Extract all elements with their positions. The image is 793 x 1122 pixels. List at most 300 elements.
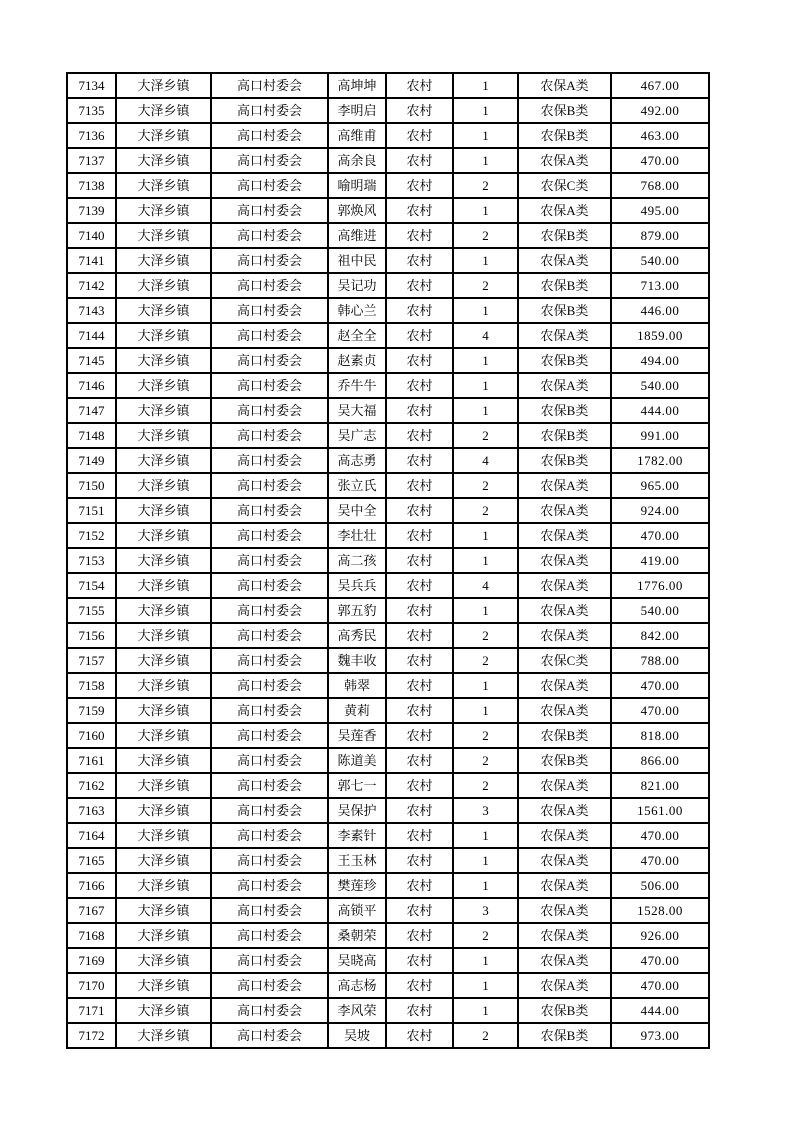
cell-amount: 470.00 <box>611 823 709 848</box>
cell-household-category: 农村 <box>386 98 453 123</box>
cell-household-category: 农村 <box>386 348 453 373</box>
benefits-table <box>66 72 710 1049</box>
cell-person-name: 郭焕风 <box>328 198 386 223</box>
cell-village-committee: 高口村委会 <box>211 698 328 723</box>
cell-person-name: 黄莉 <box>328 698 386 723</box>
cell-village-committee: 高口村委会 <box>211 998 328 1023</box>
cell-amount: 506.00 <box>611 873 709 898</box>
cell-household-category: 农村 <box>386 773 453 798</box>
cell-insurance-category: 农保A类 <box>518 623 611 648</box>
cell-village-committee: 高口村委会 <box>211 223 328 248</box>
cell-person-count: 2 <box>453 923 518 948</box>
cell-village-committee: 高口村委会 <box>211 723 328 748</box>
cell-insurance-category: 农保B类 <box>518 1023 611 1048</box>
cell-insurance-category: 农保A类 <box>518 498 611 523</box>
cell-person-name: 吴广志 <box>328 423 386 448</box>
cell-person-count: 1 <box>453 98 518 123</box>
cell-person-count: 1 <box>453 873 518 898</box>
cell-serial-number: 7148 <box>67 423 116 448</box>
cell-insurance-category: 农保A类 <box>518 198 611 223</box>
cell-person-count: 1 <box>453 123 518 148</box>
cell-insurance-category: 农保A类 <box>518 323 611 348</box>
cell-insurance-category: 农保A类 <box>518 248 611 273</box>
cell-person-name: 张立氏 <box>328 473 386 498</box>
table-row <box>67 323 709 348</box>
cell-town: 大泽乡镇 <box>116 448 211 473</box>
cell-household-category: 农村 <box>386 898 453 923</box>
cell-person-count: 1 <box>453 598 518 623</box>
cell-person-name: 赵全全 <box>328 323 386 348</box>
cell-insurance-category: 农保A类 <box>518 923 611 948</box>
cell-insurance-category: 农保B类 <box>518 998 611 1023</box>
cell-serial-number: 7141 <box>67 248 116 273</box>
cell-amount: 973.00 <box>611 1023 709 1048</box>
cell-household-category: 农村 <box>386 298 453 323</box>
cell-person-name: 吴中全 <box>328 498 386 523</box>
table-row <box>67 598 709 623</box>
cell-amount: 495.00 <box>611 198 709 223</box>
cell-serial-number: 7151 <box>67 498 116 523</box>
cell-town: 大泽乡镇 <box>116 848 211 873</box>
cell-person-count: 1 <box>453 148 518 173</box>
cell-amount: 818.00 <box>611 723 709 748</box>
cell-serial-number: 7158 <box>67 673 116 698</box>
cell-insurance-category: 农保B类 <box>518 748 611 773</box>
cell-amount: 467.00 <box>611 73 709 98</box>
cell-village-committee: 高口村委会 <box>211 498 328 523</box>
cell-town: 大泽乡镇 <box>116 148 211 173</box>
cell-household-category: 农村 <box>386 948 453 973</box>
table-row <box>67 1023 709 1048</box>
cell-town: 大泽乡镇 <box>116 723 211 748</box>
cell-serial-number: 7157 <box>67 648 116 673</box>
cell-amount: 924.00 <box>611 498 709 523</box>
cell-village-committee: 高口村委会 <box>211 923 328 948</box>
cell-insurance-category: 农保A类 <box>518 473 611 498</box>
cell-person-name: 王玉林 <box>328 848 386 873</box>
table-row <box>67 648 709 673</box>
cell-town: 大泽乡镇 <box>116 298 211 323</box>
cell-person-name: 祖中民 <box>328 248 386 273</box>
cell-serial-number: 7162 <box>67 773 116 798</box>
table-row <box>67 273 709 298</box>
cell-insurance-category: 农保B类 <box>518 298 611 323</box>
cell-amount: 1782.00 <box>611 448 709 473</box>
cell-person-name: 郭七一 <box>328 773 386 798</box>
cell-person-name: 吴大福 <box>328 398 386 423</box>
cell-village-committee: 高口村委会 <box>211 898 328 923</box>
cell-person-count: 1 <box>453 298 518 323</box>
cell-household-category: 农村 <box>386 223 453 248</box>
cell-town: 大泽乡镇 <box>116 648 211 673</box>
cell-serial-number: 7152 <box>67 523 116 548</box>
cell-person-count: 2 <box>453 623 518 648</box>
cell-village-committee: 高口村委会 <box>211 1023 328 1048</box>
cell-insurance-category: 农保B类 <box>518 723 611 748</box>
cell-serial-number: 7166 <box>67 873 116 898</box>
cell-serial-number: 7140 <box>67 223 116 248</box>
cell-person-count: 1 <box>453 673 518 698</box>
cell-person-name: 高维甫 <box>328 123 386 148</box>
table-row <box>67 898 709 923</box>
cell-person-name: 喻明瑞 <box>328 173 386 198</box>
table-row <box>67 198 709 223</box>
cell-person-name: 桑朝荣 <box>328 923 386 948</box>
cell-insurance-category: 农保A类 <box>518 373 611 398</box>
cell-village-committee: 高口村委会 <box>211 548 328 573</box>
cell-person-name: 吴晓高 <box>328 948 386 973</box>
cell-household-category: 农村 <box>386 973 453 998</box>
cell-town: 大泽乡镇 <box>116 998 211 1023</box>
cell-serial-number: 7160 <box>67 723 116 748</box>
cell-insurance-category: 农保A类 <box>518 523 611 548</box>
cell-amount: 540.00 <box>611 248 709 273</box>
cell-serial-number: 7149 <box>67 448 116 473</box>
table-row <box>67 373 709 398</box>
cell-town: 大泽乡镇 <box>116 1023 211 1048</box>
table-row <box>67 498 709 523</box>
cell-serial-number: 7153 <box>67 548 116 573</box>
cell-household-category: 农村 <box>386 448 453 473</box>
cell-town: 大泽乡镇 <box>116 73 211 98</box>
cell-insurance-category: 农保A类 <box>518 798 611 823</box>
cell-serial-number: 7146 <box>67 373 116 398</box>
cell-amount: 540.00 <box>611 598 709 623</box>
cell-village-committee: 高口村委会 <box>211 298 328 323</box>
cell-town: 大泽乡镇 <box>116 123 211 148</box>
cell-person-name: 李壮壮 <box>328 523 386 548</box>
cell-town: 大泽乡镇 <box>116 598 211 623</box>
cell-town: 大泽乡镇 <box>116 198 211 223</box>
cell-insurance-category: 农保B类 <box>518 423 611 448</box>
cell-village-committee: 高口村委会 <box>211 73 328 98</box>
cell-village-committee: 高口村委会 <box>211 798 328 823</box>
cell-person-count: 4 <box>453 323 518 348</box>
cell-person-count: 4 <box>453 448 518 473</box>
cell-household-category: 农村 <box>386 848 453 873</box>
cell-village-committee: 高口村委会 <box>211 773 328 798</box>
table-row <box>67 673 709 698</box>
cell-household-category: 农村 <box>386 423 453 448</box>
cell-insurance-category: 农保B类 <box>518 348 611 373</box>
cell-person-count: 2 <box>453 723 518 748</box>
cell-amount: 470.00 <box>611 148 709 173</box>
cell-household-category: 农村 <box>386 73 453 98</box>
cell-person-count: 1 <box>453 823 518 848</box>
cell-serial-number: 7137 <box>67 148 116 173</box>
cell-person-name: 高志勇 <box>328 448 386 473</box>
cell-town: 大泽乡镇 <box>116 798 211 823</box>
cell-household-category: 农村 <box>386 198 453 223</box>
cell-person-name: 樊莲珍 <box>328 873 386 898</box>
cell-town: 大泽乡镇 <box>116 523 211 548</box>
cell-household-category: 农村 <box>386 373 453 398</box>
cell-village-committee: 高口村委会 <box>211 648 328 673</box>
table-row <box>67 98 709 123</box>
cell-person-name: 赵素贞 <box>328 348 386 373</box>
cell-person-name: 高锁平 <box>328 898 386 923</box>
cell-person-name: 高二孩 <box>328 548 386 573</box>
cell-village-committee: 高口村委会 <box>211 173 328 198</box>
table-row <box>67 573 709 598</box>
cell-amount: 492.00 <box>611 98 709 123</box>
table-row <box>67 923 709 948</box>
cell-amount: 842.00 <box>611 623 709 648</box>
cell-serial-number: 7155 <box>67 598 116 623</box>
cell-household-category: 农村 <box>386 1023 453 1048</box>
cell-person-name: 高秀民 <box>328 623 386 648</box>
cell-person-count: 1 <box>453 848 518 873</box>
table-row <box>67 73 709 98</box>
cell-person-count: 2 <box>453 773 518 798</box>
cell-insurance-category: 农保A类 <box>518 73 611 98</box>
cell-amount: 419.00 <box>611 548 709 573</box>
table-row <box>67 448 709 473</box>
cell-person-count: 1 <box>453 973 518 998</box>
cell-town: 大泽乡镇 <box>116 673 211 698</box>
cell-person-count: 1 <box>453 698 518 723</box>
cell-serial-number: 7169 <box>67 948 116 973</box>
cell-village-committee: 高口村委会 <box>211 948 328 973</box>
cell-town: 大泽乡镇 <box>116 948 211 973</box>
cell-amount: 540.00 <box>611 373 709 398</box>
cell-serial-number: 7135 <box>67 98 116 123</box>
cell-village-committee: 高口村委会 <box>211 473 328 498</box>
table-sheet <box>66 72 710 1049</box>
cell-amount: 879.00 <box>611 223 709 248</box>
cell-town: 大泽乡镇 <box>116 873 211 898</box>
cell-person-count: 2 <box>453 1023 518 1048</box>
cell-village-committee: 高口村委会 <box>211 373 328 398</box>
cell-person-count: 1 <box>453 398 518 423</box>
cell-serial-number: 7143 <box>67 298 116 323</box>
cell-person-count: 1 <box>453 523 518 548</box>
cell-person-count: 1 <box>453 248 518 273</box>
cell-town: 大泽乡镇 <box>116 248 211 273</box>
cell-person-count: 1 <box>453 948 518 973</box>
cell-insurance-category: 农保C类 <box>518 173 611 198</box>
cell-insurance-category: 农保B类 <box>518 273 611 298</box>
table-row <box>67 148 709 173</box>
table-row <box>67 398 709 423</box>
cell-person-name: 吴莲香 <box>328 723 386 748</box>
cell-person-name: 吴兵兵 <box>328 573 386 598</box>
table-row <box>67 748 709 773</box>
cell-insurance-category: 农保A类 <box>518 548 611 573</box>
cell-person-count: 2 <box>453 223 518 248</box>
cell-household-category: 农村 <box>386 548 453 573</box>
cell-village-committee: 高口村委会 <box>211 573 328 598</box>
cell-household-category: 农村 <box>386 723 453 748</box>
cell-person-count: 1 <box>453 73 518 98</box>
table-row <box>67 248 709 273</box>
cell-household-category: 农村 <box>386 473 453 498</box>
cell-serial-number: 7138 <box>67 173 116 198</box>
cell-village-committee: 高口村委会 <box>211 123 328 148</box>
cell-serial-number: 7171 <box>67 998 116 1023</box>
table-row <box>67 473 709 498</box>
cell-insurance-category: 农保B类 <box>518 398 611 423</box>
cell-village-committee: 高口村委会 <box>211 248 328 273</box>
cell-person-count: 1 <box>453 998 518 1023</box>
cell-village-committee: 高口村委会 <box>211 98 328 123</box>
cell-serial-number: 7163 <box>67 798 116 823</box>
cell-person-name: 高志杨 <box>328 973 386 998</box>
cell-amount: 926.00 <box>611 923 709 948</box>
cell-town: 大泽乡镇 <box>116 373 211 398</box>
cell-person-name: 高坤坤 <box>328 73 386 98</box>
cell-serial-number: 7168 <box>67 923 116 948</box>
table-body <box>67 73 709 1048</box>
cell-village-committee: 高口村委会 <box>211 873 328 898</box>
cell-insurance-category: 农保A类 <box>518 823 611 848</box>
cell-person-name: 李明启 <box>328 98 386 123</box>
cell-village-committee: 高口村委会 <box>211 823 328 848</box>
cell-town: 大泽乡镇 <box>116 173 211 198</box>
cell-town: 大泽乡镇 <box>116 473 211 498</box>
cell-person-count: 1 <box>453 548 518 573</box>
cell-person-name: 吴记功 <box>328 273 386 298</box>
cell-amount: 1859.00 <box>611 323 709 348</box>
cell-insurance-category: 农保A类 <box>518 898 611 923</box>
cell-town: 大泽乡镇 <box>116 923 211 948</box>
cell-household-category: 农村 <box>386 598 453 623</box>
cell-serial-number: 7147 <box>67 398 116 423</box>
cell-town: 大泽乡镇 <box>116 623 211 648</box>
cell-amount: 788.00 <box>611 648 709 673</box>
cell-serial-number: 7150 <box>67 473 116 498</box>
cell-household-category: 农村 <box>386 823 453 848</box>
cell-village-committee: 高口村委会 <box>211 398 328 423</box>
cell-serial-number: 7172 <box>67 1023 116 1048</box>
cell-town: 大泽乡镇 <box>116 223 211 248</box>
cell-amount: 470.00 <box>611 848 709 873</box>
cell-person-name: 高余良 <box>328 148 386 173</box>
cell-household-category: 农村 <box>386 273 453 298</box>
cell-person-count: 2 <box>453 748 518 773</box>
cell-person-count: 2 <box>453 173 518 198</box>
cell-person-name: 吴保护 <box>328 798 386 823</box>
cell-person-name: 乔牛牛 <box>328 373 386 398</box>
cell-household-category: 农村 <box>386 623 453 648</box>
cell-town: 大泽乡镇 <box>116 98 211 123</box>
table-row <box>67 698 709 723</box>
cell-insurance-category: 农保A类 <box>518 948 611 973</box>
cell-serial-number: 7159 <box>67 698 116 723</box>
cell-village-committee: 高口村委会 <box>211 348 328 373</box>
cell-amount: 1776.00 <box>611 573 709 598</box>
cell-town: 大泽乡镇 <box>116 498 211 523</box>
cell-household-category: 农村 <box>386 498 453 523</box>
table-row <box>67 948 709 973</box>
cell-household-category: 农村 <box>386 173 453 198</box>
cell-insurance-category: 农保B类 <box>518 98 611 123</box>
cell-person-name: 韩心兰 <box>328 298 386 323</box>
cell-village-committee: 高口村委会 <box>211 198 328 223</box>
cell-town: 大泽乡镇 <box>116 773 211 798</box>
cell-person-count: 3 <box>453 798 518 823</box>
cell-person-count: 1 <box>453 348 518 373</box>
cell-town: 大泽乡镇 <box>116 748 211 773</box>
cell-insurance-category: 农保A类 <box>518 973 611 998</box>
cell-insurance-category: 农保B类 <box>518 223 611 248</box>
table-row <box>67 623 709 648</box>
cell-insurance-category: 农保B类 <box>518 448 611 473</box>
cell-serial-number: 7154 <box>67 573 116 598</box>
cell-amount: 821.00 <box>611 773 709 798</box>
cell-insurance-category: 农保A类 <box>518 598 611 623</box>
cell-household-category: 农村 <box>386 248 453 273</box>
cell-village-committee: 高口村委会 <box>211 623 328 648</box>
cell-village-committee: 高口村委会 <box>211 423 328 448</box>
cell-village-committee: 高口村委会 <box>211 523 328 548</box>
table-row <box>67 848 709 873</box>
table-row <box>67 798 709 823</box>
cell-person-name: 高维进 <box>328 223 386 248</box>
cell-insurance-category: 农保A类 <box>518 698 611 723</box>
cell-person-name: 李素针 <box>328 823 386 848</box>
table-row <box>67 423 709 448</box>
cell-household-category: 农村 <box>386 748 453 773</box>
table-row <box>67 773 709 798</box>
cell-serial-number: 7142 <box>67 273 116 298</box>
cell-household-category: 农村 <box>386 998 453 1023</box>
cell-person-name: 郭五豹 <box>328 598 386 623</box>
cell-village-committee: 高口村委会 <box>211 323 328 348</box>
cell-household-category: 农村 <box>386 148 453 173</box>
cell-person-count: 2 <box>453 648 518 673</box>
cell-serial-number: 7161 <box>67 748 116 773</box>
cell-person-count: 3 <box>453 898 518 923</box>
cell-household-category: 农村 <box>386 673 453 698</box>
cell-amount: 866.00 <box>611 748 709 773</box>
table-row <box>67 123 709 148</box>
cell-amount: 444.00 <box>611 398 709 423</box>
cell-town: 大泽乡镇 <box>116 698 211 723</box>
cell-person-count: 2 <box>453 273 518 298</box>
cell-insurance-category: 农保A类 <box>518 848 611 873</box>
cell-household-category: 农村 <box>386 873 453 898</box>
cell-person-count: 4 <box>453 573 518 598</box>
cell-amount: 470.00 <box>611 673 709 698</box>
cell-town: 大泽乡镇 <box>116 823 211 848</box>
cell-serial-number: 7170 <box>67 973 116 998</box>
cell-person-count: 1 <box>453 198 518 223</box>
cell-serial-number: 7164 <box>67 823 116 848</box>
cell-serial-number: 7136 <box>67 123 116 148</box>
cell-village-committee: 高口村委会 <box>211 848 328 873</box>
cell-amount: 470.00 <box>611 973 709 998</box>
cell-village-committee: 高口村委会 <box>211 673 328 698</box>
cell-person-name: 陈道美 <box>328 748 386 773</box>
cell-village-committee: 高口村委会 <box>211 598 328 623</box>
cell-person-name: 韩翠 <box>328 673 386 698</box>
cell-amount: 444.00 <box>611 998 709 1023</box>
cell-amount: 991.00 <box>611 423 709 448</box>
cell-village-committee: 高口村委会 <box>211 148 328 173</box>
cell-village-committee: 高口村委会 <box>211 273 328 298</box>
cell-household-category: 农村 <box>386 923 453 948</box>
cell-person-count: 2 <box>453 473 518 498</box>
cell-person-count: 1 <box>453 373 518 398</box>
cell-amount: 446.00 <box>611 298 709 323</box>
cell-household-category: 农村 <box>386 523 453 548</box>
cell-town: 大泽乡镇 <box>116 973 211 998</box>
cell-serial-number: 7144 <box>67 323 116 348</box>
cell-amount: 494.00 <box>611 348 709 373</box>
cell-person-count: 2 <box>453 423 518 448</box>
cell-town: 大泽乡镇 <box>116 273 211 298</box>
